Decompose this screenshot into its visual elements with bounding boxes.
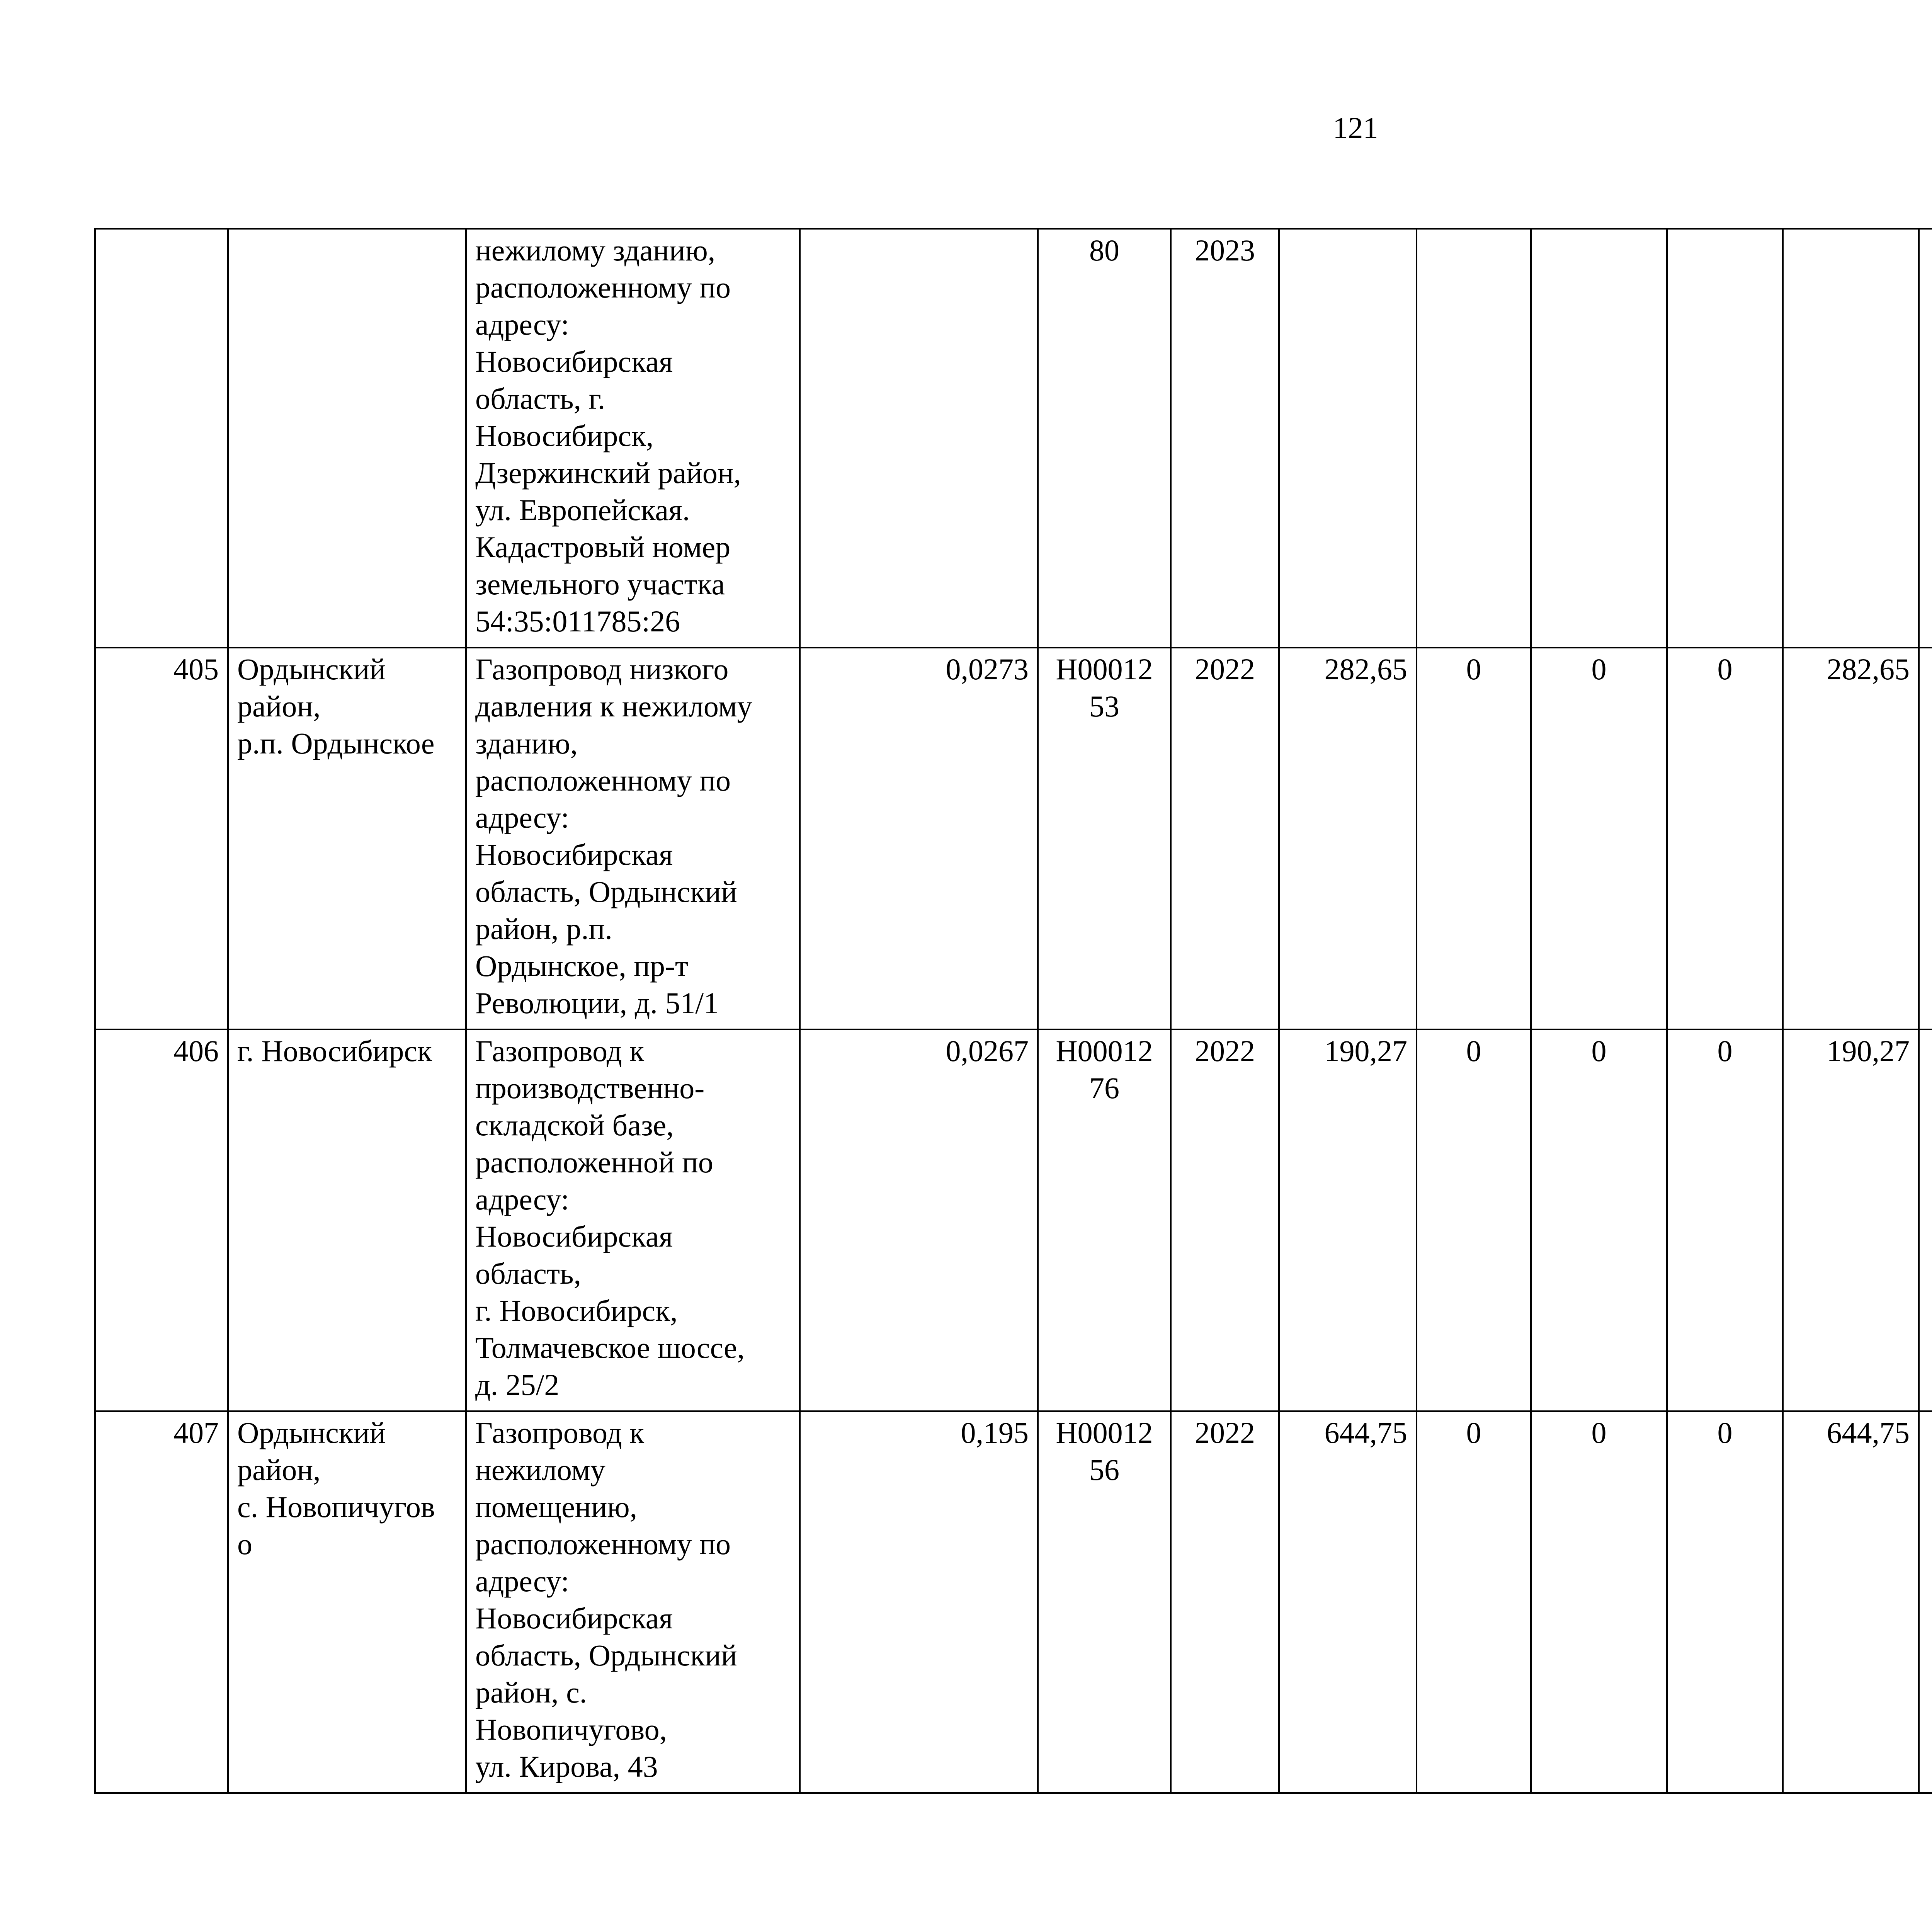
value-cell-4 <box>1667 229 1783 648</box>
location-cell <box>228 229 466 648</box>
year-cell: 2022 <box>1171 1411 1279 1793</box>
row-number-cell: 405 <box>95 648 228 1029</box>
value-cell-4: 0 <box>1667 648 1783 1029</box>
organization-cell <box>1919 648 1932 1029</box>
value-cell-2 <box>1417 229 1531 648</box>
object-name-cell: Газопровод к производственно- складской базе, расположенной по адресу: Новосибирская область, г. Новосибирск, Толмачевское шоссе, д. 25/2 <box>466 1029 800 1411</box>
location-cell: г. Новосибирск <box>228 1029 466 1411</box>
table-row <box>95 648 1932 1029</box>
object-code-cell: 80 <box>1038 229 1171 648</box>
object-name-cell: Газопровод к нежилому помещению, расположенному по адресу: Новосибирская область, Ордынский район, с. Новопичугово, ул. Кирова, 43 <box>466 1411 800 1793</box>
location-cell: Ордынский район, с. Новопичугов о <box>228 1411 466 1793</box>
row-number-cell <box>95 229 228 648</box>
investment-objects-table <box>94 228 1932 1794</box>
object-code-cell: Н00012 53 <box>1038 648 1171 1029</box>
table-row <box>95 229 1932 648</box>
object-name-cell: нежилому зданию, расположенному по адресу: Новосибирская область, г. Новосибирск, Дзержинский район, ул. Европейская. Кадастровый номер земельного участка 54:35:011785:26 <box>466 229 800 648</box>
row-number-cell: 407 <box>95 1411 228 1793</box>
organization-cell <box>1919 229 1932 648</box>
row-number-cell: 406 <box>95 1029 228 1411</box>
value-cell-5 <box>1783 229 1919 648</box>
year-cell: 2022 <box>1171 648 1279 1029</box>
value-cell-1: 644,75 <box>1279 1411 1417 1793</box>
value-cell-5: 644,75 <box>1783 1411 1919 1793</box>
object-code-cell: Н00012 56 <box>1038 1411 1171 1793</box>
value-cell-2: 0 <box>1417 1029 1531 1411</box>
length-cell <box>800 229 1038 648</box>
value-cell-1 <box>1279 229 1417 648</box>
value-cell-4: 0 <box>1667 1029 1783 1411</box>
location-cell: Ордынский район, р.п. Ордынское <box>228 648 466 1029</box>
value-cell-4: 0 <box>1667 1411 1783 1793</box>
page-number: 121 <box>1333 111 1378 145</box>
organization-cell <box>1919 1411 1932 1793</box>
value-cell-5: 190,27 <box>1783 1029 1919 1411</box>
year-cell: 2022 <box>1171 1029 1279 1411</box>
value-cell-5: 282,65 <box>1783 648 1919 1029</box>
object-code-cell: Н00012 76 <box>1038 1029 1171 1411</box>
value-cell-1: 282,65 <box>1279 648 1417 1029</box>
value-cell-1: 190,27 <box>1279 1029 1417 1411</box>
value-cell-3: 0 <box>1531 648 1667 1029</box>
organization-cell <box>1919 1029 1932 1411</box>
value-cell-2: 0 <box>1417 1411 1531 1793</box>
value-cell-3: 0 <box>1531 1411 1667 1793</box>
length-cell: 0,195 <box>800 1411 1038 1793</box>
table-row <box>95 1411 1932 1793</box>
value-cell-2: 0 <box>1417 648 1531 1029</box>
length-cell: 0,0273 <box>800 648 1038 1029</box>
year-cell: 2023 <box>1171 229 1279 648</box>
object-name-cell: Газопровод низкого давления к нежилому зданию, расположенному по адресу: Новосибирская область, Ордынский район, р.п. Ордынское, пр-т Революции, д. 51/1 <box>466 648 800 1029</box>
length-cell: 0,0267 <box>800 1029 1038 1411</box>
value-cell-3 <box>1531 229 1667 648</box>
table-body <box>95 229 1932 1793</box>
table-row <box>95 1029 1932 1411</box>
value-cell-3: 0 <box>1531 1029 1667 1411</box>
